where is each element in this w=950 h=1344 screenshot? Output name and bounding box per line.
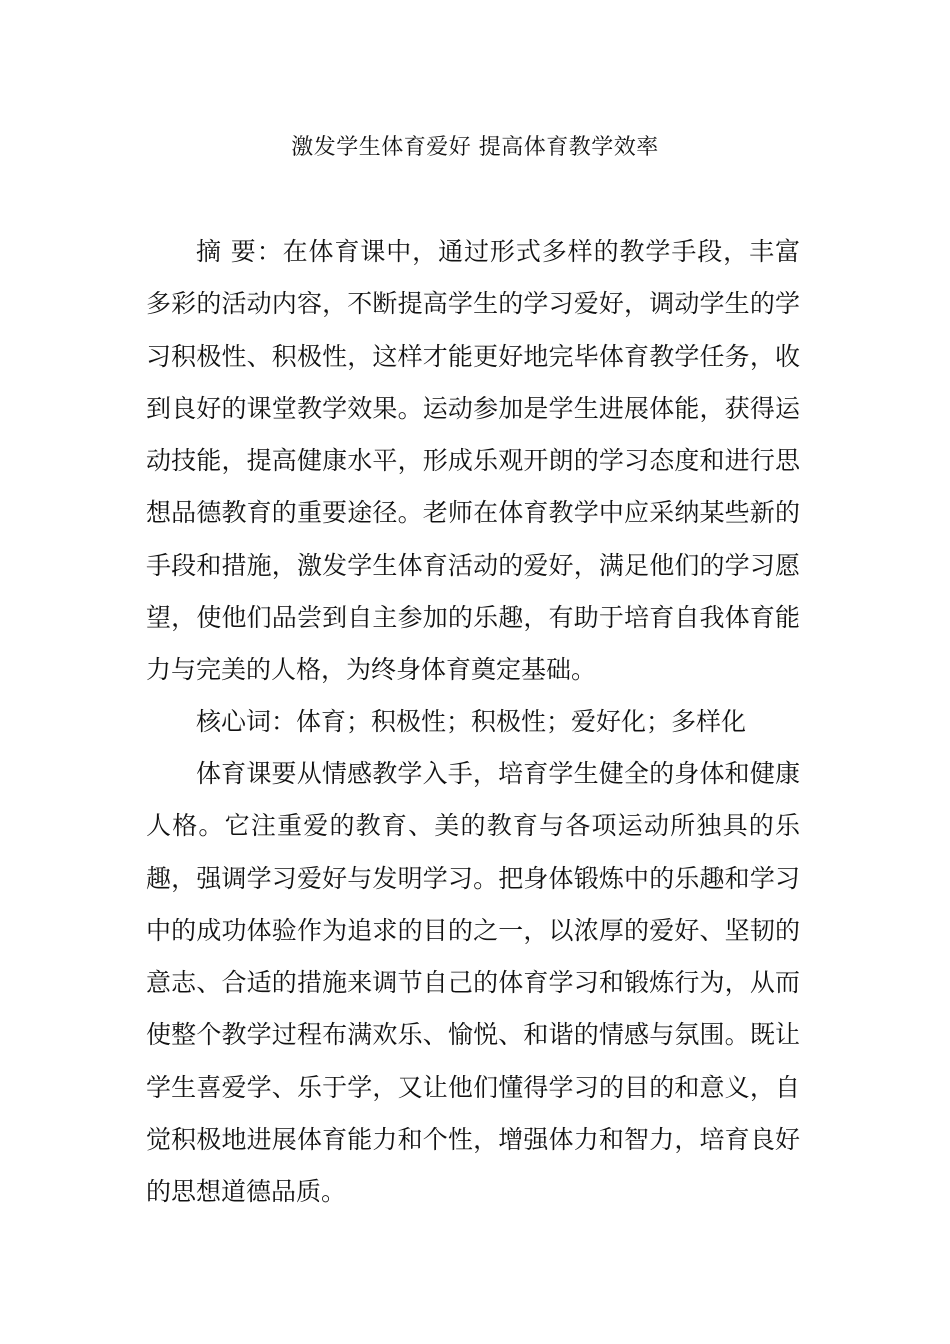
abstract-text: 在体育课中，通过形式多样的教学手段，丰富多彩的活动内容，不断提高学生的学习爱好，调动学生的学习积极性、积极性，这样才能更好地完毕体育教学任务，收到良好的课堂教学效果。运动参加是学生进展体能，获得运动技能，提高健康水平，形成乐观开朗的学习态度和进行思想品德教育的重要途径。老师在体育教学中应采纳某些新的手段和措施，激发学生体育活动的爱好，满足他们的学习愿望，使他们品尝到自主参加的乐趣，有助于培育自我体育能力与完美的人格，为终身体育奠定基础。 — [146, 237, 800, 685]
keywords-line: 核心词：体育；积极性；积极性；爱好化；多样化 — [196, 707, 747, 736]
document-title: 激发学生体育爱好 提高体育教学效率 — [291, 135, 659, 160]
body-paragraph: 体育课要从情感教学入手，培育学生健全的身体和健康人格。它注重爱的教育、美的教育与各项运动所独具的乐趣，强调学习爱好与发明学习。把身体锻炼中的乐趣和学习中的成功体验作为追求的目的之一，以浓厚的爱好、坚韧的意志、合适的措施来调节自己的体育学习和锻炼行为，从而使整个教学过程布满欢乐、愉悦、和谐的情感与氛围。既让学生喜爱学、乐于学，又让他们懂得学习的目的和意义，自觉积极地进展体育能力和个性，增强体力和智力，培育良好的思想道德品质。 — [146, 759, 800, 1207]
abstract-label: 摘 要： — [196, 237, 283, 266]
abstract-paragraph — [146, 226, 800, 697]
